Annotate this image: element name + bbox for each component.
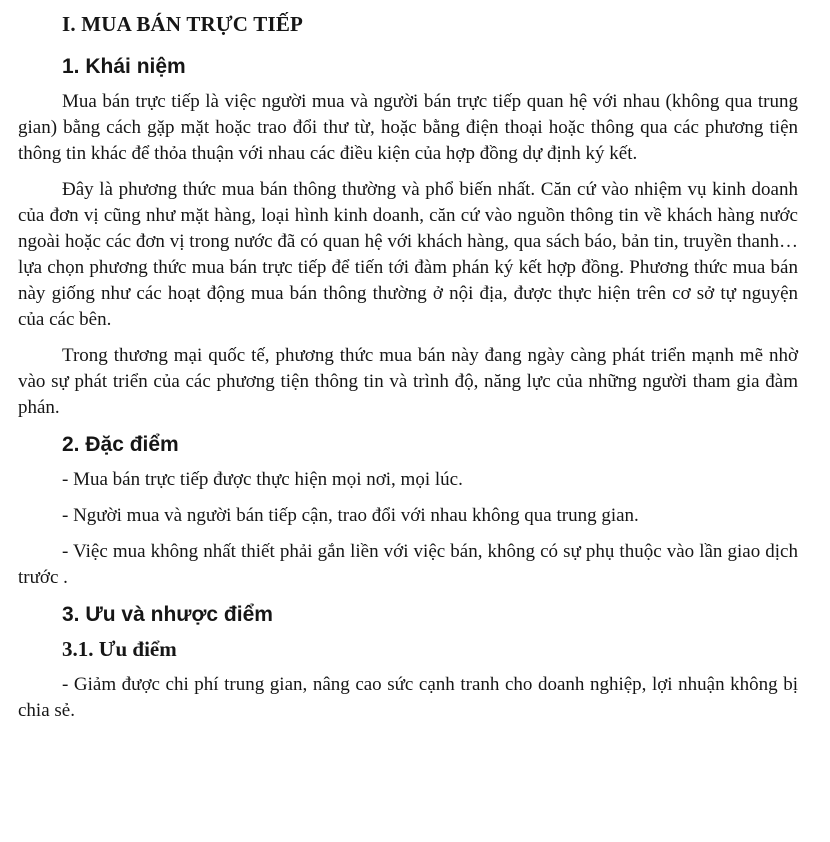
bullet-anywhere-anytime: - Mua bán trực tiếp được thực hiện mọi nơi, mọi lúc. — [62, 469, 463, 490]
paragraph-common-method: Đây là phương thức mua bán thông thường và phổ biến nhất. Căn cứ vào nhiệm vụ kinh doanh của đơn vị cũng như mặt hàng, loại hình kinh doanh, căn cứ vào nguồn thông tin về khách hàng nước ngoài hoặc các đơn vị trong nước đã có quan hệ với khách hàng, qua sách báo, bản tin, truyền thanh…lựa chọn phương thức mua bán trực tiếp để tiến tới đàm phán ký kết hợp đồng. Phương thức mua bán này giống như các hoạt động mua bán thông thường ở nội địa, được thực hiện trên cơ sở tự nguyện của các bên. — [18, 179, 798, 330]
bullet-independent-transactions: - Việc mua không nhất thiết phải gắn liền với việc bán, không có sự phụ thuộc vào lần giao dịch trước . — [18, 541, 798, 588]
document-page — [18, 12, 798, 734]
subsection-heading-advantages: 3.1. Ưu điểm — [62, 637, 177, 661]
paragraph-definition: Mua bán trực tiếp là việc người mua và người bán trực tiếp quan hệ với nhau (không qua trung gian) bằng cách gặp mặt hoặc trao đổi thư từ, hoặc bằng điện thoại hoặc thông qua các phương tiện thông tin khác để thỏa thuận với nhau các điều kiện của hợp đồng dự định ký kết. — [18, 91, 798, 164]
bullet-no-intermediary: - Người mua và người bán tiếp cận, trao đổi với nhau không qua trung gian. — [62, 505, 639, 526]
paragraph-international-trade: Trong thương mại quốc tế, phương thức mua bán này đang ngày càng phát triển mạnh mẽ nhờ vào sự phát triển của các phương tiện thông tin và trình độ, năng lực của những người tham gia đàm phán. — [18, 345, 798, 418]
section-heading-characteristics: 2. Đặc điểm — [62, 433, 179, 456]
section-heading-concept: 1. Khái niệm — [62, 55, 186, 78]
bullet-reduce-cost: - Giảm được chi phí trung gian, nâng cao sức cạnh tranh cho doanh nghiệp, lợi nhuận không bị chia sẻ. — [18, 674, 798, 721]
section-heading-pros-cons: 3. Ưu và nhược điểm — [62, 603, 273, 626]
chapter-title: I. MUA BÁN TRỰC TIẾP — [62, 12, 304, 36]
